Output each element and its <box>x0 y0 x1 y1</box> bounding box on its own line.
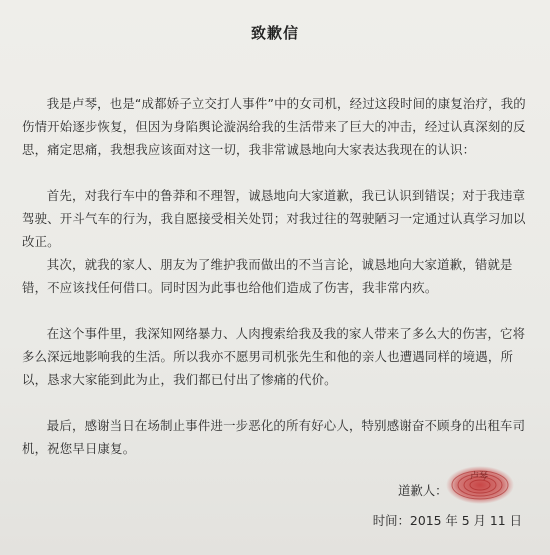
paragraph-intro: 我是卢琴，也是“成都娇子立交打人事件”中的女司机，经过这段时间的康复治疗，我的伤情开始逐步恢复，但因为身陷舆论漩涡给我的生活带来了巨大的冲击，经过认真深刻的反思，痛定思痛，我想我应该面对这一切，我非常诚恳地向大家表达我现在的认识： <box>22 96 526 157</box>
letter-title: 致歉信 <box>250 24 299 42</box>
paragraph-closing: 最后，感谢当日在场制止事件进一步恶化的所有好心人，特别感谢奋不顾身的出租车司机，祝您早日康复。 <box>22 418 526 456</box>
fingerprint-seal-icon <box>444 465 516 505</box>
svg-text:卢琴: 卢琴 <box>470 472 489 482</box>
paragraph-first: 首先，对我行车中的鲁莽和不理智，诚恳地向大家道歉，我已认识到错误；对于我违章驾驶、开斗气车的行为，我自愿接受相关处罚；对我过往的驾驶陋习一定通过认真学习加以改正。 <box>22 188 526 249</box>
signature-label: 道歉人： <box>398 483 448 498</box>
paragraph-third: 在这个事件里，我深知网络暴力、人肉搜索给我及我的家人带来了多么大的伤害，它将多么深远地影响我的生活。所以我亦不愿男司机张先生和他的亲人也遭遇同样的境遇，所以，恳求大家能到此为止，我们都已付出了惨痛的代价。 <box>22 326 526 387</box>
paragraph-second: 其次，就我的家人、朋友为了维护我而做出的不当言论，诚恳地向大家道歉，错就是错，不应该找任何借口。同时因为此事也给他们造成了伤害，我非常内疚。 <box>22 257 513 295</box>
letter-date: 时间：2015 年 5 月 11 日 <box>372 513 522 528</box>
